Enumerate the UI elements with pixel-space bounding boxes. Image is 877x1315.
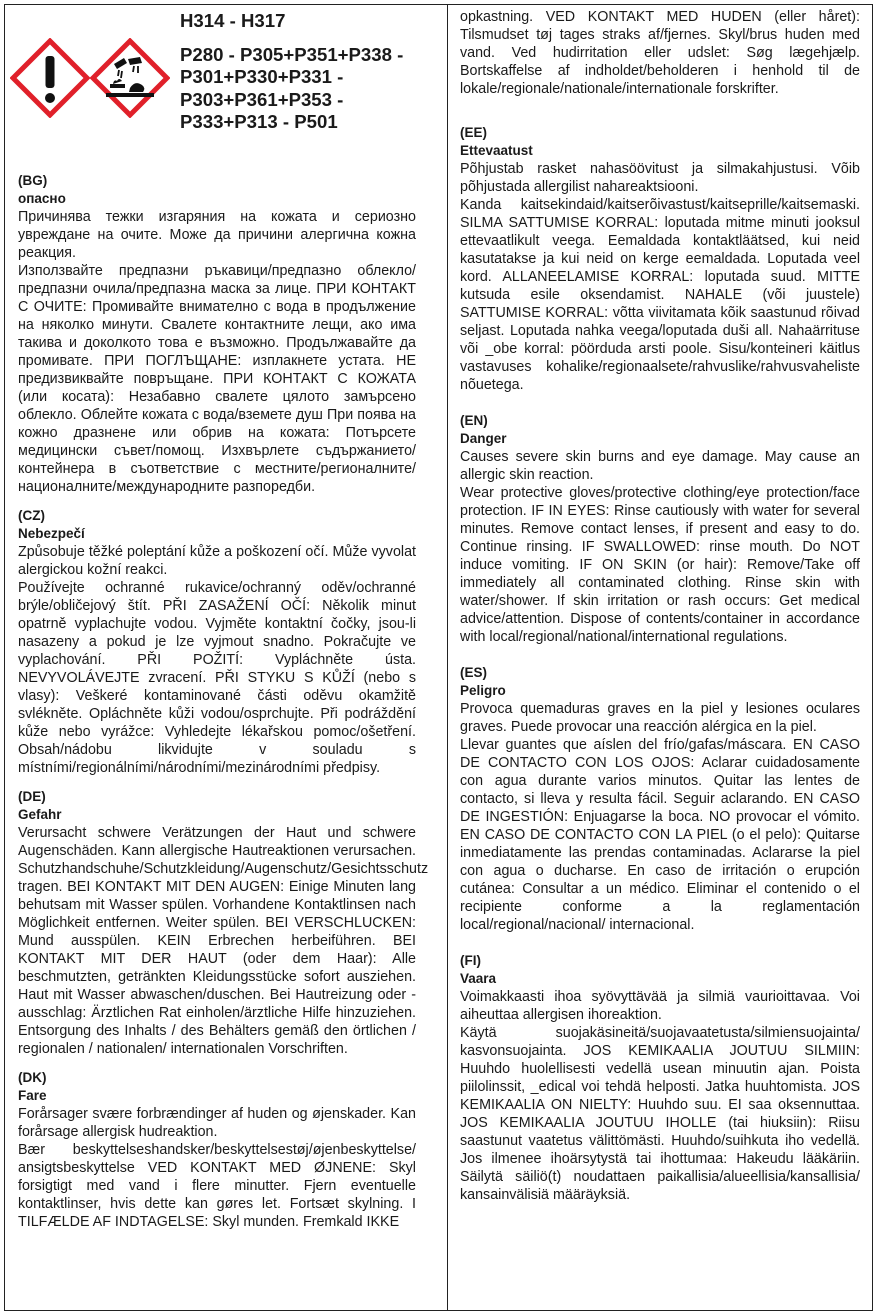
section-fi: [460, 952, 860, 1204]
exclamation-mark-icon: [13, 41, 87, 115]
section-en: [460, 412, 860, 646]
signal-word: Nebezpečí: [18, 526, 85, 541]
corrosion-icon: [93, 41, 167, 115]
language-code: (FI): [460, 953, 481, 968]
left-column: [18, 172, 429, 1242]
hazard-text: Causes severe skin burns and eye damage. May cause an allergic skin reaction.: [460, 449, 860, 483]
language-code: (ES): [460, 665, 487, 680]
column-divider: [447, 4, 448, 1311]
hazard-statement-codes: [180, 10, 442, 134]
language-code: (BG): [18, 173, 48, 188]
hazard-text: Причинява тежки изгаряния на кожата и сериозно увреждане на очите. Може да причини алергична кожна реакция.: [18, 209, 416, 261]
language-code: (DE): [18, 789, 46, 804]
precaution-text: Llevar guantes que aíslen del frío/gafas/máscara. EN CASO DE CONTACTO CON LOS OJOS: Aclarar cuidadosamente con agua durante varios minutos. Quitar las lentes de contacto, si lleva y resulta fácil. Seguir aclarando. EN CASO DE INGESTIÓN: Enjuagarse la boca. NO provocar el vómito. EN CASO DE CONTACTO CON LA PIEL (o el pelo): Quitarse inmediatamente las prendas contaminadas. Aclararse la piel con agua o ducharse. En caso de irritación o erupción cutánea: Consultar a un médico. Eliminar el contenido o el recipiente conforme a la reglamentación local/regional/nacional/ internacional.: [460, 737, 860, 933]
precaution-line: P303+P361+P353 -: [180, 88, 344, 110]
precaution-text: Използвайте предпазни ръкавици/предпазно облекло/предпазни очила/предпазна маска за лице. ПРИ КОНТАКТ С ОЧИТЕ: Промивайте внимателно с вода в продължение на няколко минути. Свалете контактните лещи, ако има такива и доколкото това е възможно. Продължавайте да промивате. ПРИ ПОГЛЪЩАНЕ: изплакнете устата. НЕ предизвиквайте повръщане. ПРИ КОНТАКТ С КОЖАТА (или косата): Незабавно свалете цялото замърсено облекло. Облейте кожата с вода/вземете душ При поява на кожно дразнене или обрив на кожата: Потърсете медицински съвет/помощ. Изхвърлете съдържанието/контейнера в съответствие с местните/регионалните/националните/международните разпоредби.: [18, 263, 416, 495]
precaution-text: Bær beskyttelseshandsker/beskyttelsestøj/øjenbeskyttelse/ ansigtsbeskyttelse VED KONTAKT MED ØJNENE: Skyl forsigtigt med vand i flere minutter. Fjern eventuelle kontaktlinser, hvis dette kan gøres let. Fortsæt skylning. I TILFÆLDE AF INDTAGELSE: Skyl munden. Fremkald IKKE: [18, 1142, 416, 1230]
precaution-text: Používejte ochranné rukavice/ochranný oděv/ochranné brýle/obličejový štít. PŘI ZASAŽENÍ OČÍ: Několik minut opatrně vyplachujte vodou. Vyjměte kontaktní čočky, jsou-li nasazeny a pokud je lze vyjmout snadno. Pokračujte ve vyplachování. PŘI POŽITÍ: Vypláchněte ústa. NEVYVOLÁVEJTE zvracení. PŘI STYKU S KŮŽÍ (nebo s vlasy): Veškeré kontaminované části oděvu okamžitě svlékněte. Opláchněte kůži vodou/osprchujte. Při podráždění kůže nebo vyrážce: Vyhledejte lékařskou pomoc/ošetření. Obsah/nádobu likvidujte v souladu s místními/regionálními/národními/mezinárodními předpisy.: [18, 580, 416, 776]
signal-word: Peligro: [460, 683, 506, 698]
precaution-line: P280 - P305+P351+P338 -: [180, 43, 404, 65]
section-cz: [18, 507, 416, 777]
section-bg: [18, 172, 416, 496]
precaution-text: Kanda kaitsekindaid/kaitserõivastust/kaitseprille/kaitsemaski. SILMA SATTUMISE KORRAL: loputada mitme minuti jooksul ettevaatlikult veega. Eemaldada kontaktläätsed, kui neid kasutatakse ja kui neid on kerge eemaldada. Loputada veel kord. ALLANEELAMISE KORRAL: loputada suud. MITTE kutsuda esile oksendamist. NAHALE (või juustele) SATTUMISE KORRAL: võtta viivitamata kõik saastunud rõivad seljast. Loputada nahka veega/loputada duši all. Nahaärrituse või _obe korral: pöörduda arsti poole. Sisu/konteineri käitlus vastavuses kohalike/regionaalsete/rahvuslike/rahvusvaheliste nõuetega.: [460, 197, 860, 393]
hazard-text: Provoca quemaduras graves en la piel y lesiones oculares graves. Puede provocar una reacción alérgica en la piel.: [460, 701, 860, 735]
precaution-text: Wear protective gloves/protective clothing/eye protection/face protection. IF IN EYES: Rinse cautiously with water for several minutes. Remove contact lenses, if present and easy to do. Continue rinsing. IF SWALLOWED: rinse mouth. Do NOT induce vomiting. IF ON SKIN (or hair): Remove/Take off immediately all contaminated clothing. Rinse skin with water/shower. If skin irritation or rash occurs: Get medical advice/attention. Dispose of contents/container in accordance with local/regional/national/international regulations.: [460, 485, 860, 645]
language-code: (EN): [460, 413, 488, 428]
hazard-text: Põhjustab rasket nahasöövitust ja silmakahjustusi. Võib põhjustada allergilist nahareaktsiooni.: [460, 161, 860, 195]
signal-word: Fare: [18, 1088, 47, 1103]
precaution-line: P301+P330+P331 -: [180, 66, 344, 87]
signal-word: Vaara: [460, 971, 497, 986]
hazard-text: Způsobuje těžké poleptání kůže a poškození očí. Může vyvolat alergickou kožní reakci.: [18, 544, 416, 578]
hazard-codes: H314 - H317: [180, 10, 286, 31]
language-code: (DK): [18, 1070, 47, 1085]
right-column: [460, 8, 860, 1215]
section-ee: [460, 124, 860, 394]
section-de: [18, 788, 429, 1058]
language-code: (CZ): [18, 508, 45, 523]
dk-continuation: [460, 8, 860, 98]
precaution-line: P333+P313 - P501: [180, 111, 338, 132]
hazard-text: Voimakkaasti ihoa syövyttävää ja silmiä vaurioittavaa. Voi aiheuttaa allergisen ihoreaktion.: [460, 989, 860, 1023]
signal-word: Ettevaatust: [460, 143, 533, 158]
section-es: [460, 664, 860, 934]
signal-word: опасно: [18, 191, 66, 206]
ghs-pictograms: [10, 38, 170, 118]
hazard-text: Forårsager svære forbrændinger af huden og øjenskader. Kan forårsage allergisk hudreaktion.: [18, 1106, 416, 1140]
signal-word: Danger: [460, 431, 507, 446]
section-dk: [18, 1069, 416, 1231]
language-code: (EE): [460, 125, 487, 140]
precaution-text: Käytä suojakäsineitä/suojavaatetusta/silmiensuojainta/ kasvonsuojainta. JOS KEMIKAALIA JOUTUU SILMIIN: Huuhdo huolellisesti vedellä usean minuutin ajan. Poista piilolinssit, _edical voi tehdä helposti. Jatka huuhtomista. JOS KEMIKAALIA ON NIELTY: Huuhdo suu. EI saa oksennuttaa. JOS KEMIKAALIA JOUTUU IHOLLE (tai hiuksiin): Riisu saastunut vaatetus välittömästi. Huuhdo/suihkuta iho vedellä. Jos ilmenee ihoärsytystä tai ihottumaa: Hakeudu lääkäriin. Säilytä säiliö(t) noudattaen paikallisia/alueellisia/kansallisia/ kansainvälisiä määräyksiä.: [460, 1025, 860, 1203]
continuation-text: opkastning. VED KONTAKT MED HUDEN (eller håret): Tilsmudset tøj tages straks af/fjernes. Skyl/brus huden med vand. Ved hudirritation eller udslet: Søg lægehjælp. Bortskaffelse af indholdet/beholderen i henhold til de lokale/regionale/nationale/internationale forskrifter.: [460, 9, 860, 97]
hazard-text: Verursacht schwere Verätzungen der Haut und schwere Augenschäden. Kann allergische Hautreaktionen verursachen. Schutzhandschuhe/Schutzkleidung/Augenschutz/Gesichtsschutz tragen. BEI KONTAKT MIT DEN AUGEN: Einige Minuten lang behutsam mit Wasser spülen. Vorhandene Kontaktlinsen nach Möglichkeit entfernen. Weiter spülen. BEI VERSCHLUCKEN: Mund ausspülen. KEIN Erbrechen herbeiführen. BEI KONTAKT MIT DER HAUT (oder dem Haar): Alle beschmutzten, getränkten Kleidungsstücke sofort ausziehen. Haut mit Wasser abwaschen/duschen. Bei Hautreizung oder -ausschlag: Ärztlichen Rat einholen/ärztliche Hilfe hinzuziehen. Entsorgung des Inhalts / des Behälters gemäß den örtlichen / regionalen / nationalen/ internationalen Vorschriften.: [18, 825, 429, 1057]
signal-word: Gefahr: [18, 807, 62, 822]
